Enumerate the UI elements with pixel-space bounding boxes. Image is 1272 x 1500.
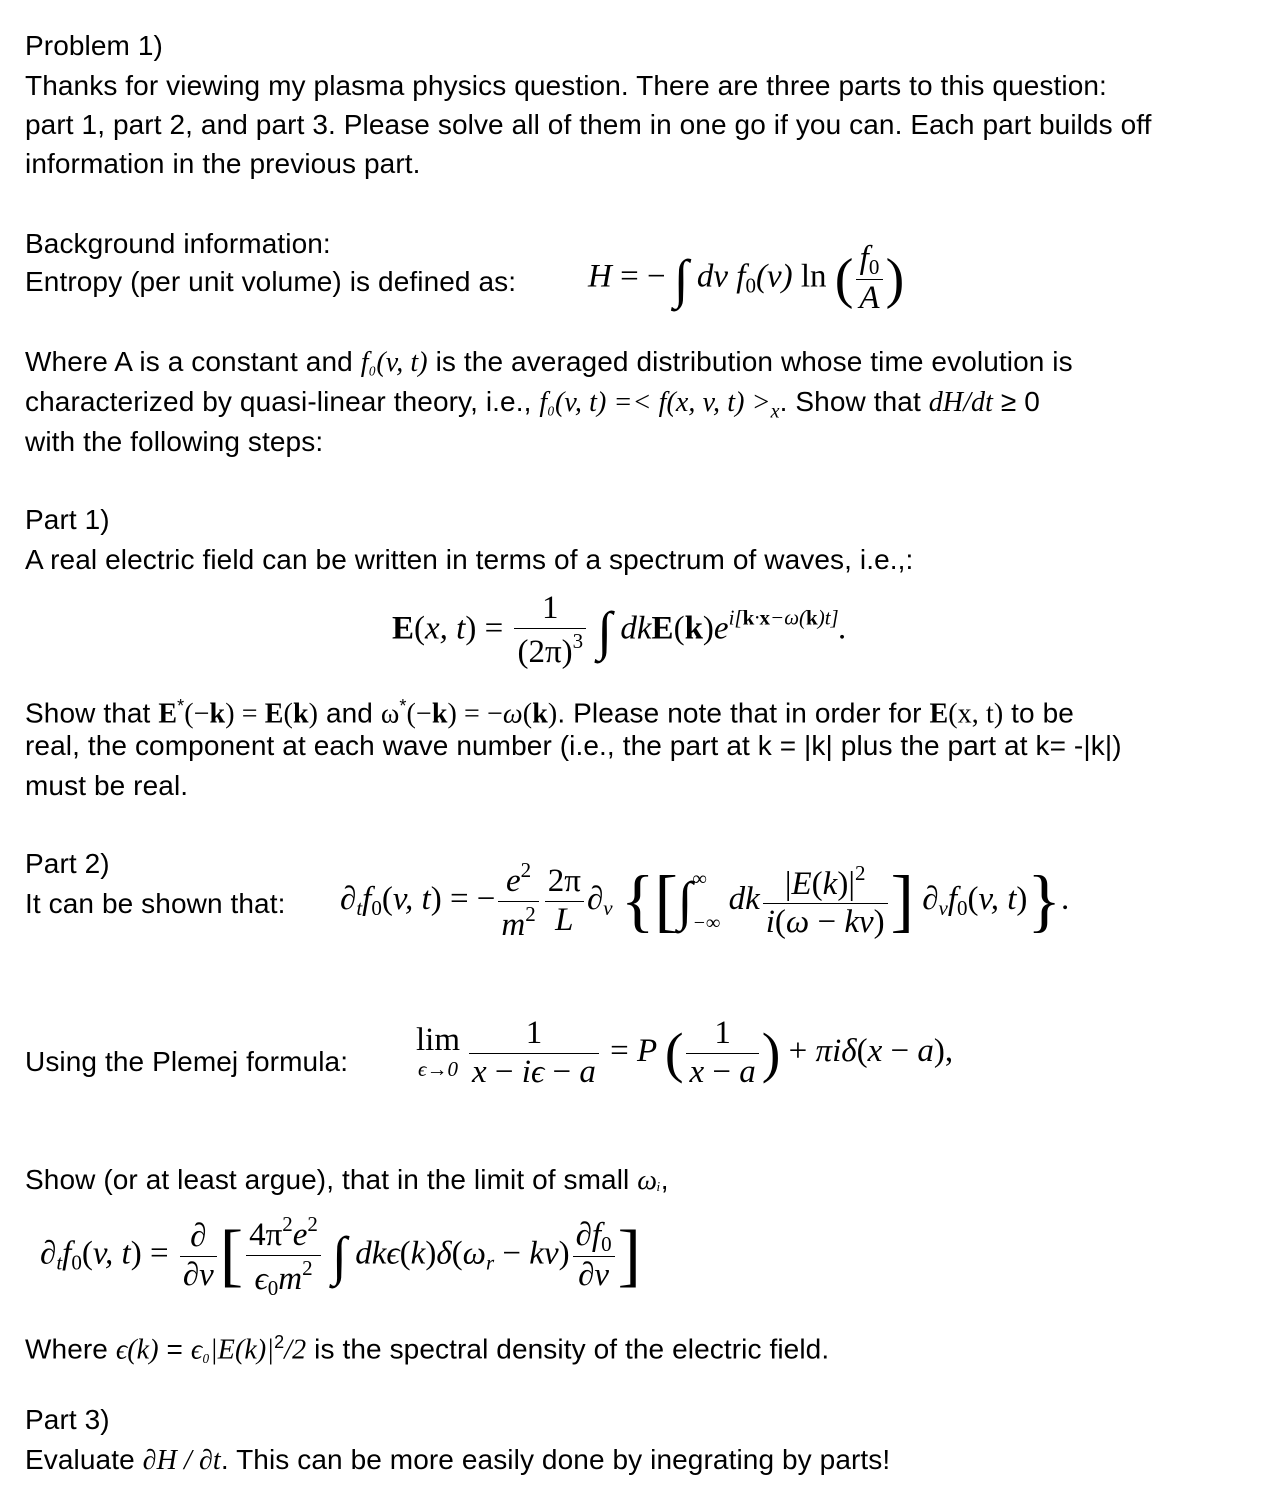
entropy-label: Entropy (per unit volume) is defined as:	[25, 266, 517, 297]
problem-title: Problem 1)	[25, 30, 163, 61]
part2-heading: Part 2)	[25, 848, 110, 879]
entropy-equation: H = − ∫ dv $f_0(v)$ ln ( $\frac{f_0}{A}$ )	[588, 240, 905, 317]
part3-heading: Part 3)	[25, 1404, 110, 1435]
part1-line-2: real, the component at each wave number (i.e., the part at k = |k| plus the part at k= -|k|)	[25, 730, 1122, 761]
plemej-equation: lim ϵ→0 $\frac{1}{x - i\epsilon - a}$ = P ( $\frac{1}{x - a}$ ) + πiδ(x − a),	[416, 1015, 954, 1090]
where-line-1: Where A is a constant and f₀(v, t) is the averaged distribution whose time evolution is	[25, 346, 1073, 378]
part1-heading: Part 1)	[25, 504, 110, 535]
field-spectrum-equation: E(x, t) = $\frac{1}{(2\pi)^3}$ ∫ $dkE(k)e^{i[k\cdot x-\omega(k)t]}$.	[392, 590, 847, 670]
where-line-3: with the following steps:	[25, 426, 324, 457]
intro-line-3: information in the previous part.	[25, 148, 421, 179]
intro-line-1: Thanks for viewing my plasma physics question. There are three parts to this question:	[25, 70, 1107, 101]
plemej-label: Using the Plemej formula:	[25, 1046, 349, 1077]
show-small-line: Show (or at least argue), that in the limit of small ωᵢ,	[25, 1164, 669, 1196]
where-line-2: characterized by quasi-linear theory, i.e., f₀(v, t) =< f(x, v, $t) >_x$. Show that dH/dt ≥ 0	[25, 386, 1040, 423]
part1-line-3: must be real.	[25, 770, 189, 801]
shown-label: It can be shown that:	[25, 888, 286, 919]
background-heading: Background information:	[25, 228, 331, 259]
spectral-density-line: Where $\epsilon(k) = \epsilon_0|E(k)|^2/2$ is the spectral density of the electric field.	[25, 1332, 830, 1366]
part1-show-line: Show that E*(−k) = E(k) and ω*(−k) = −ω(k). Please note that in order for E(x, t) to be	[25, 696, 1074, 730]
quasilinear-equation: $\partial_tf_0(v$, t) = − $\frac{e^2}{m^2}$ $\frac{2\pi}{L}$ $\partial_v$ {[∫ ∞ −∞ dk $\frac{|E(k)|^2}{i(\omega - kv)}$ ] $\partial_vf_0(v$, t)}.	[340, 858, 1070, 943]
part1-text: A real electric field can be written in terms of a spectrum of waves, i.e.,:	[25, 544, 914, 575]
diffusion-equation: $\partial_tf_0(v$, t) = $\frac{\partial}{\partial v}$ [ $\frac{4\pi^2e^2}{\epsilon_0m^2}$ ∫ $dk\epsilon(k)\delta(\omega_r - kv)$ $\frac{\partial f_0}{\partial v}$ ]	[40, 1212, 641, 1300]
intro-line-2: part 1, part 2, and part 3. Please solve all of them in one go if you can. Each part builds off	[25, 109, 1152, 140]
part3-evaluate: Evaluate ∂H / ∂t. This can be more easily done by inegrating by parts!	[25, 1444, 891, 1476]
